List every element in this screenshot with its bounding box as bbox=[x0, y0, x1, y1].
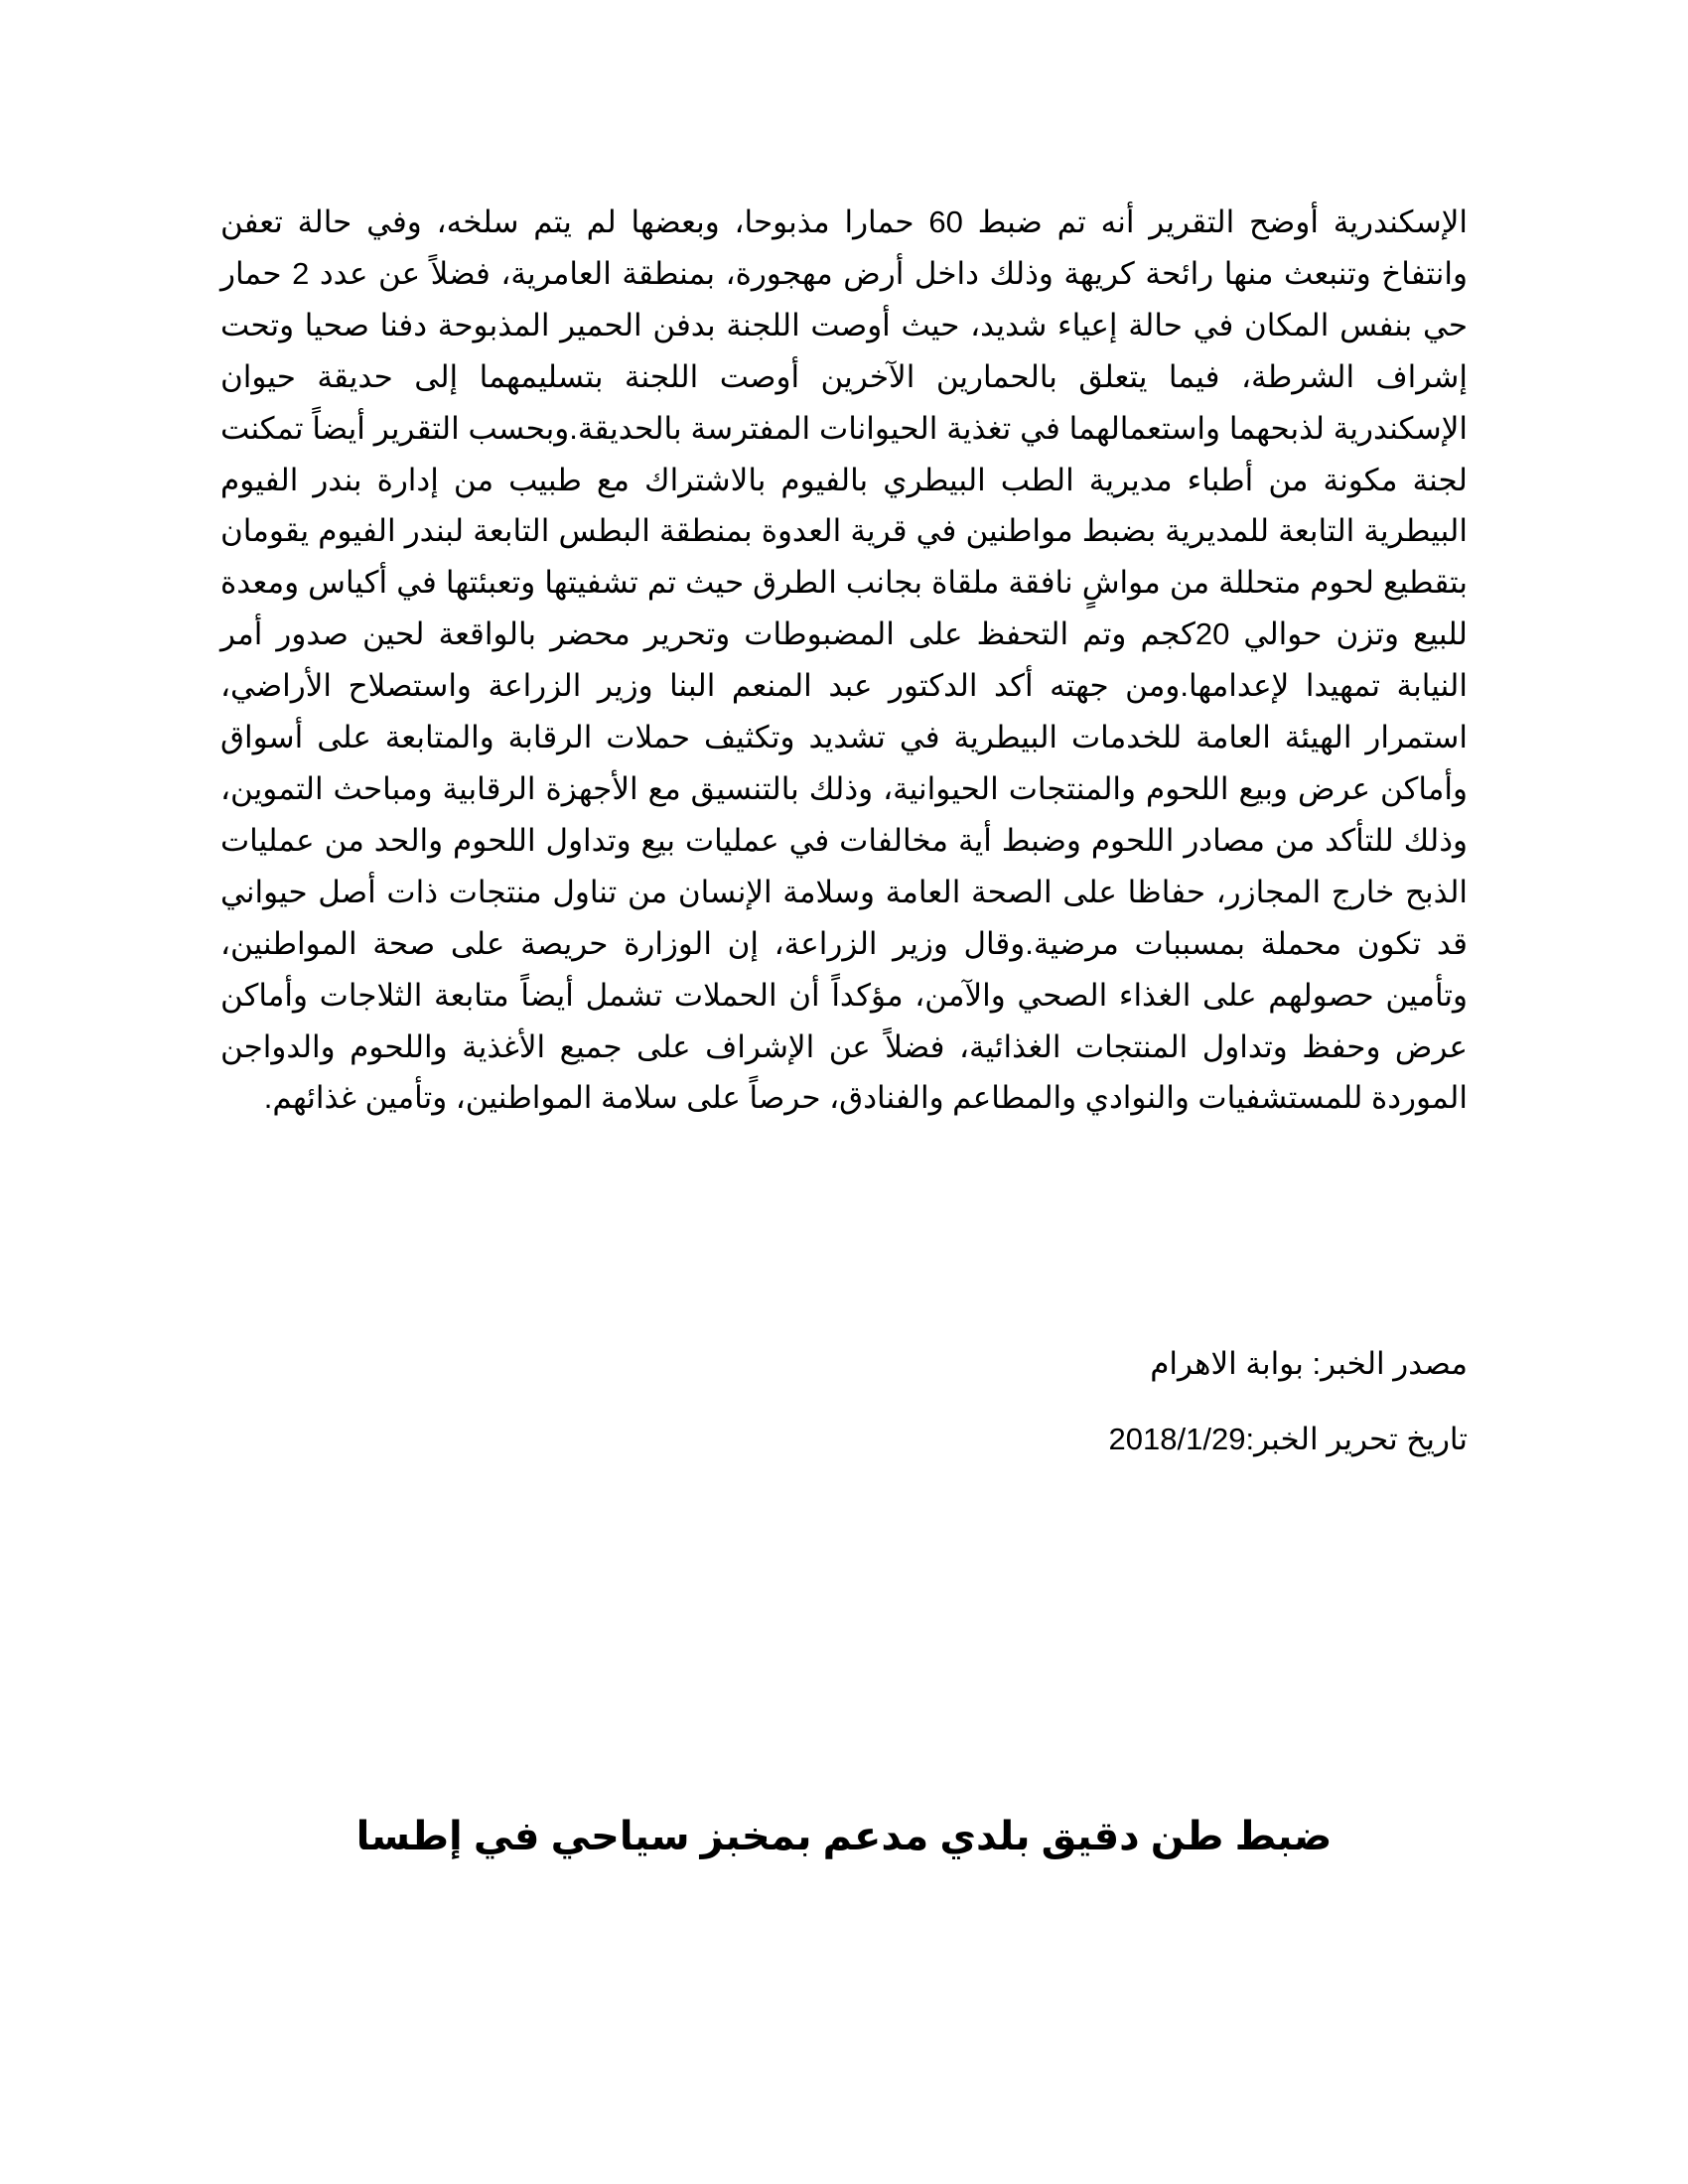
article-source: مصدر الخبر: بوابة الاهرام bbox=[1150, 1346, 1468, 1381]
next-article-headline: ضبط طن دقيق بلدي مدعم بمخبز سياحي في إطسا bbox=[355, 1815, 1333, 1858]
article-body: الإسكندرية أوضح التقرير أنه تم ضبط 60 حمارا مذبوحا، وبعضها لم يتم سلخه، وفي حالة تعفن وانتفاخ وتنبعث منها رائحة كريهة وذلك داخل أرض مهجورة، بمنطقة العامرية، فضلاً عن عدد 2 حمار حي بنفس المكان في حالة إعياء شديد، حيث أوصت اللجنة بدفن الحمير المذبوحة دفنا صحيا وتحت إشراف الشرطة، فيما يتعلق بالحمارين الآخرين أوصت اللجنة بتسليمهما إلى حديقة حيوان الإسكندرية لذبحهما واستعمالهما في تغذية الحيوانات المفترسة بالحديقة.وبحسب التقرير أيضاً تمكنت لجنة مكونة من أطباء مديرية الطب البيطري بالفيوم بالاشتراك مع طبيب من إدارة بندر الفيوم البيطرية التابعة للمديرية بضبط مواطنين في قرية العدوة بمنطقة البطس التابعة لبندر الفيوم يقومان بتقطيع لحوم متحللة من مواشٍ نافقة ملقاة بجانب الطرق حيث تم تشفيتها وتعبئتها في أكياس ومعدة للبيع وتزن حوالي 20كجم وتم التحفظ على المضبوطات وتحرير محضر بالواقعة لحين صدور أمر النيابة تمهيدا لإعدامها.ومن جهته أكد الدكتور عبد المنعم البنا وزير الزراعة واستصلاح الأراضي، استمرار الهيئة العامة للخدمات البيطرية في تشديد وتكثيف حملات الرقابة والمتابعة على أسواق وأماكن عرض وبيع اللحوم والمنتجات الحيوانية، وذلك بالتنسيق مع الأجهزة الرقابية ومباحث التموين، وذلك للتأكد من مصادر اللحوم وضبط أية مخالفات في عمليات بيع وتداول اللحوم والحد من عمليات الذبح خارج المجازر، حفاظا على الصحة العامة وسلامة الإنسان من تناول منتجات ذات أصل حيواني قد تكون محملة بمسببات مرضية.وقال وزير الزراعة، إن الوزارة حريصة على صحة المواطنين، وتأمين حصولهم على الغذاء الصحي والآمن، مؤكداً أن الحملات تشمل أيضاً متابعة الثلاجات وأماكن عرض وحفظ وتداول المنتجات الغذائية، فضلاً عن الإشراف على جميع الأغذية واللحوم والدواجن الموردة للمستشفيات والنوادي والمطاعم والفنادق، حرصاً على سلامة المواطنين، وتأمين غذائهم. bbox=[220, 205, 1468, 1116]
article-date: تاريخ تحرير الخبر:2018/1/29 bbox=[1108, 1422, 1468, 1456]
